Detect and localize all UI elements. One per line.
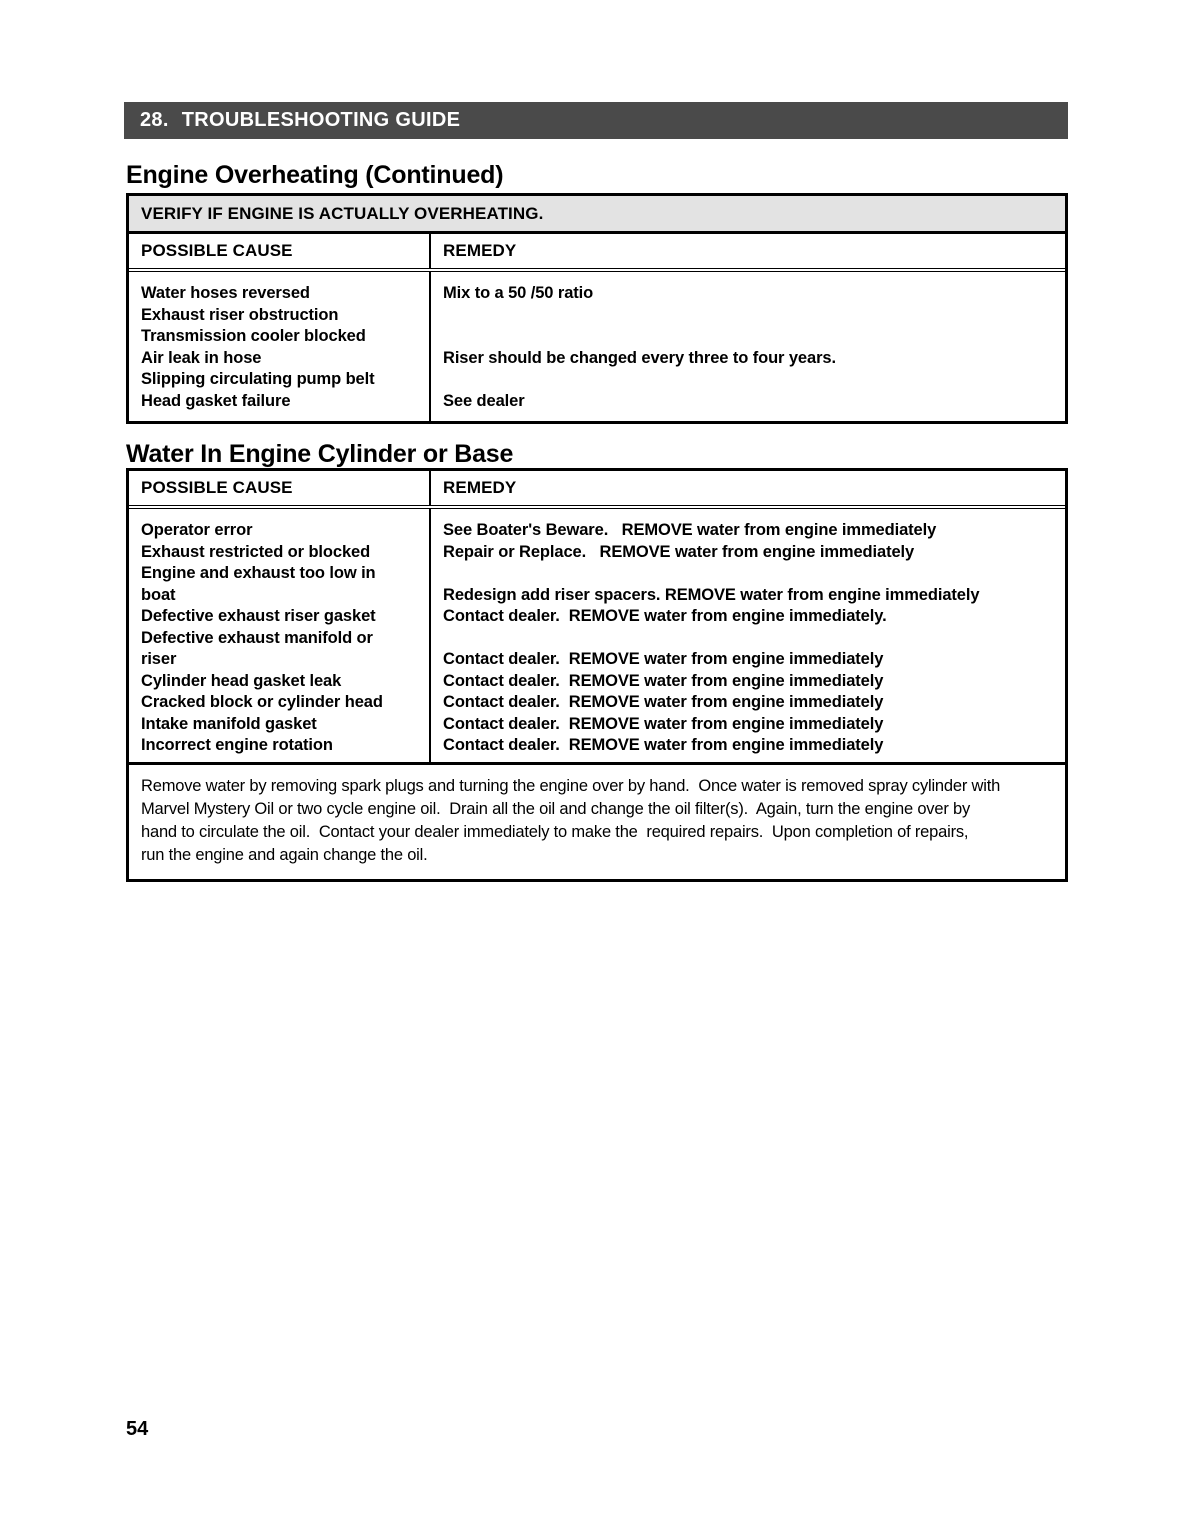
remedy-line: Redesign add riser spacers. REMOVE water from engine immediately — [443, 585, 980, 604]
chapter-title: TROUBLESHOOTING GUIDE — [181, 109, 461, 131]
section-heading-water-in-engine: Water In Engine Cylinder or Base — [126, 440, 514, 468]
note-box-water-removal — [126, 762, 1068, 882]
table-header-row — [129, 471, 1065, 509]
remedy-line: Contact dealer. REMOVE water from engine immediately. — [443, 607, 887, 625]
column-header-remedy-label: REMEDY — [443, 241, 517, 260]
cause-line: Exhaust restricted or blocked — [141, 542, 371, 561]
table-banner-text: VERIFY IF ENGINE IS ACTUALLY OVERHEATING. — [141, 203, 544, 223]
note-line: Marvel Mystery Oil or two cycle engine oil. Drain all the oil and change the oil filter(s). Again, turn the engine over by — [141, 800, 971, 818]
cause-line: Incorrect engine rotation — [141, 736, 333, 754]
remedy-line: Contact dealer. REMOVE water from engine immediately — [443, 671, 884, 690]
remedy-line: See Boater's Beware. REMOVE water from engine immediately — [443, 521, 937, 539]
remedy-line — [443, 326, 1057, 348]
cause-line: Cracked block or cylinder head — [141, 693, 383, 711]
chapter-number: 28. — [140, 109, 169, 131]
remedy-cell — [431, 272, 1065, 421]
table-banner-row — [129, 196, 1065, 234]
remedy-line: Contact dealer. REMOVE water from engine immediately — [443, 736, 884, 754]
note-line: Remove water by removing spark plugs and turning the engine over by hand. Once water is removed spray cylinder with — [141, 777, 1001, 795]
remedy-line: Riser should be changed every three to four years. — [443, 348, 836, 367]
remedy-line: Contact dealer. REMOVE water from engine immediately — [443, 650, 884, 668]
cause-line: Defective exhaust riser gasket — [141, 607, 376, 625]
remedy-line — [443, 305, 1057, 327]
cause-line: Engine and exhaust too low in — [141, 564, 376, 582]
cause-line: Exhaust riser obstruction — [141, 305, 339, 324]
cause-line: Transmission cooler blocked — [141, 327, 366, 345]
cause-line: Slipping circulating pump belt — [141, 370, 375, 388]
table-water-in-engine — [126, 468, 1068, 769]
table-engine-overheating — [126, 193, 1068, 424]
remedy-line — [443, 369, 1057, 391]
column-header-cause-label: POSSIBLE CAUSE — [141, 241, 293, 260]
column-header-possible-cause — [129, 234, 431, 268]
column-header-possible-cause — [129, 471, 431, 505]
note-line: run the engine and again change the oil. — [141, 846, 428, 864]
section-heading-engine-overheating: Engine Overheating (Continued) — [126, 161, 504, 189]
remedy-cell — [431, 509, 1065, 766]
chapter-header-bar — [124, 102, 1068, 139]
remedy-line — [443, 628, 1057, 650]
cause-line: Operator error — [141, 521, 253, 539]
remedy-line: Repair or Replace. REMOVE water from engine immediately — [443, 542, 915, 561]
cause-cell — [129, 509, 431, 766]
column-header-remedy — [431, 234, 1065, 268]
page-number: 54 — [126, 1418, 149, 1440]
note-line: hand to circulate the oil. Contact your dealer immediately to make the required repairs. Upon completion of repairs, — [141, 823, 969, 841]
cause-line: riser — [141, 650, 177, 668]
table-header-row — [129, 234, 1065, 272]
column-header-remedy — [431, 471, 1065, 505]
table-body-row — [129, 272, 1065, 421]
cause-line: Cylinder head gasket leak — [141, 671, 342, 690]
cause-line: Intake manifold gasket — [141, 714, 317, 733]
cause-cell — [129, 272, 431, 421]
column-header-cause-label: POSSIBLE CAUSE — [141, 478, 293, 497]
table-body-row — [129, 509, 1065, 766]
remedy-line — [443, 563, 1057, 585]
cause-line: Air leak in hose — [141, 348, 262, 367]
remedy-line: Contact dealer. REMOVE water from engine immediately — [443, 693, 884, 711]
cause-line: Defective exhaust manifold or — [141, 628, 373, 647]
cause-line: Head gasket failure — [141, 391, 291, 410]
column-header-remedy-label: REMEDY — [443, 478, 517, 497]
remedy-line: Contact dealer. REMOVE water from engine immediately — [443, 714, 884, 733]
cause-line: boat — [141, 585, 176, 604]
remedy-line: See dealer — [443, 391, 525, 410]
cause-line: Water hoses reversed — [141, 284, 310, 302]
remedy-line: Mix to a 50 /50 ratio — [443, 284, 594, 302]
